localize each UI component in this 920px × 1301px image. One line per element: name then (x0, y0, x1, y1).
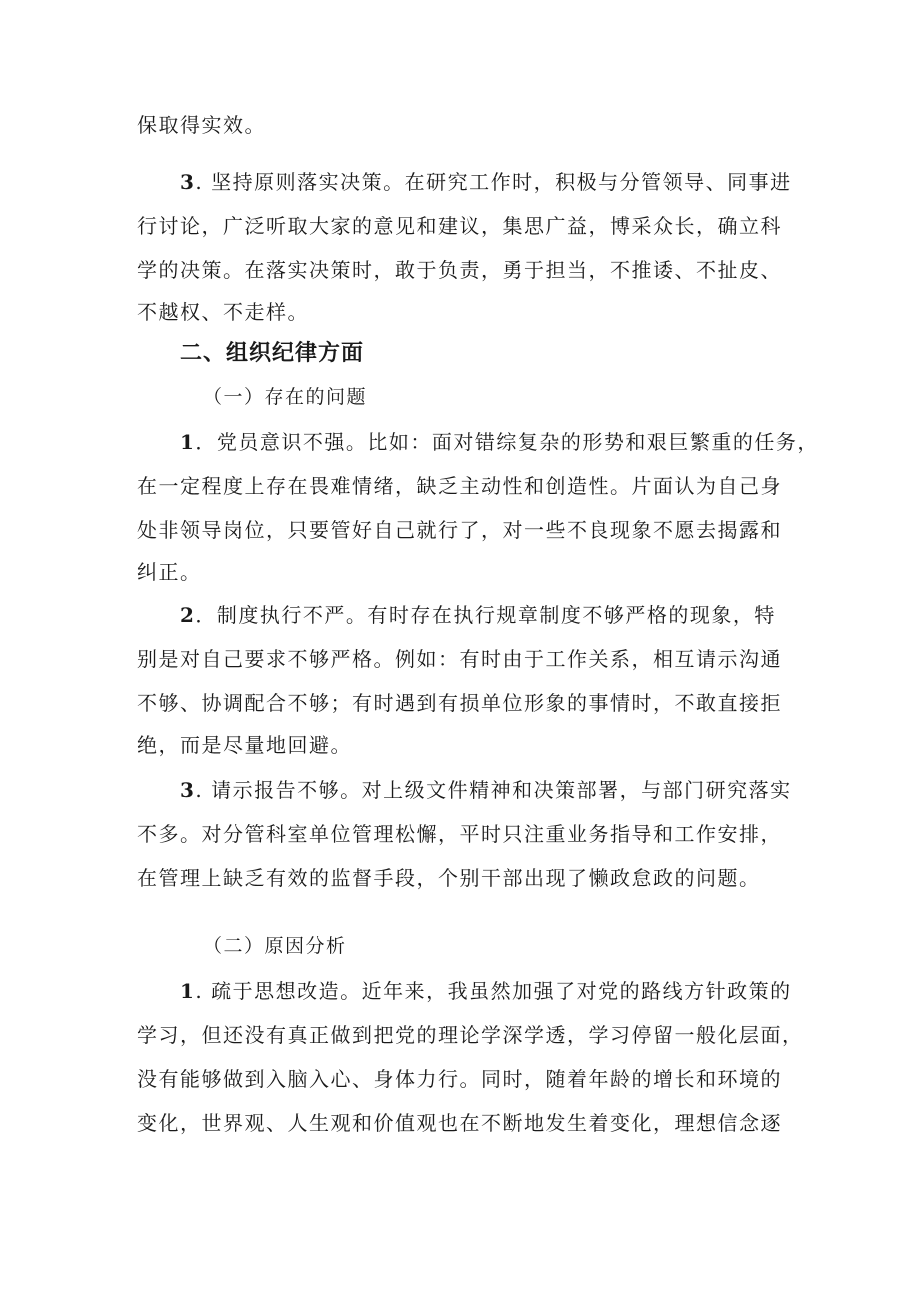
text-line: 处非领导岗位，只要管好自己就行了，对一些不良现象不愿去揭露和 (137, 518, 782, 542)
text-line: 不越权、不走样。 (137, 300, 309, 324)
text-line: 变化，世界观、人生观和价值观也在不断地发生着变化，理想信念逐 (137, 1111, 782, 1135)
paragraph-first-line (180, 776, 797, 804)
item-number: 3 (180, 778, 196, 802)
text-line: 没有能够做到入脑入心、身体力行。同时，随着年龄的增长和环境的 (137, 1067, 782, 1091)
text-line: 行讨论，广泛听取大家的意见和建议，集思广益，博采众长，确立科 (137, 214, 782, 238)
paragraph-first-line (180, 168, 797, 196)
paragraph-first-line (180, 601, 797, 629)
subsection-heading: （二）原因分析 (203, 935, 347, 957)
text-line: 绝，而是尽量地回避。 (137, 733, 352, 757)
section-heading: 二、组织纪律方面 (180, 341, 365, 366)
item-number: 1 (180, 430, 196, 454)
text-line: 不多。对分管科室单位管理松懈，平时只注重业务指导和工作安排， (137, 822, 782, 846)
text-line: 别是对自己要求不够严格。例如：有时由于工作关系，相互请示沟通 (137, 647, 782, 671)
subsection-heading: （一）存在的问题 (203, 386, 368, 408)
text-line: 学的决策。在落实决策时，敢于负责，勇于担当，不推诿、不扯皮、 (137, 258, 782, 282)
text-line: . 疏于思想改造。近年来，我虽然加强了对党的路线方针政策的 (195, 979, 792, 1003)
paragraph-first-line (180, 428, 819, 456)
item-number: 2 (180, 603, 196, 627)
item-number: 3 (180, 170, 196, 194)
text-line: ．制度执行不严。有时存在执行规章制度不够严格的现象，特 (195, 603, 776, 627)
text-line: 在管理上缺乏有效的监督手段，个别干部出现了懒政怠政的问题。 (137, 866, 761, 890)
text-line: 在一定程度上存在畏难情绪，缺乏主动性和创造性。片面认为自己身 (137, 474, 782, 498)
text-line: 纠正。 (137, 560, 202, 584)
text-line: 保取得实效。 (137, 113, 266, 137)
text-line: . 坚持原则落实决策。在研究工作时，积极与分管领导、同事进 (195, 170, 792, 194)
text-line: . 请示报告不够。对上级文件精神和决策部署，与部门研究落实 (195, 778, 792, 802)
item-number: 1 (180, 979, 196, 1003)
paragraph-first-line (180, 977, 797, 1005)
text-line: 学习，但还没有真正做到把党的理论学深学透，学习停留一般化层面， (137, 1023, 804, 1047)
text-line: ．党员意识不强。比如：面对错综复杂的形势和艰巨繁重的任务， (195, 430, 819, 454)
text-line: 不够、协调配合不够；有时遇到有损单位形象的事情时，不敢直接拒 (137, 691, 782, 715)
